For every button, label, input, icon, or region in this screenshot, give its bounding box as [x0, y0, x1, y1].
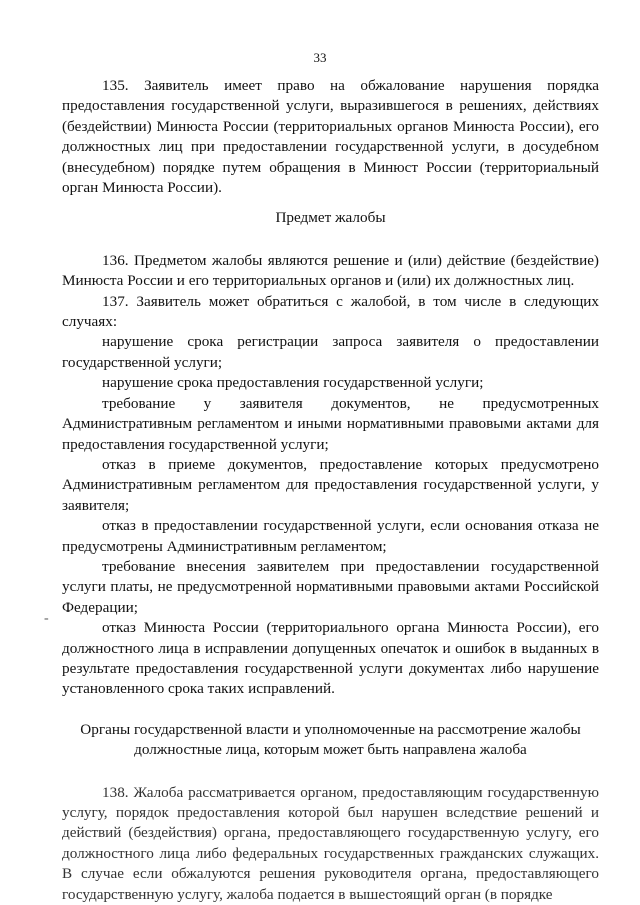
list-item: требование внесения заявителем при предоставлении государственной услуги платы, не предусмотренной нормативными правовыми актами Российской Федерации; — [62, 557, 599, 616]
section-heading-authorities — [62, 720, 599, 761]
margin-mark: - — [44, 611, 49, 626]
list-item: нарушение срока регистрации запроса заявителя о предоставлении государственной услуги; — [62, 333, 599, 371]
section-heading-line: должностные лица, которым может быть направлена жалоба — [134, 741, 527, 759]
section-heading-complaint-subject: Предмет жалобы — [275, 209, 386, 227]
list-item: отказ в предоставлении государственной услуги, если основания отказа не предусмотрены Административным регламентом; — [62, 517, 599, 555]
paragraph-138: 138. Жалоба рассматривается органом, предоставляющим государственную услугу, порядок предоставления которой был нарушен вследствие решений и действий (бездействия) органа, предоставляющего государственную услугу, его должностного лица либо федеральных государственных гражданских служащих. В случае если обжалуются решения руководителя органа, предоставляющего государственную услугу, жалоба подается в вышестоящий орган (в порядке — [62, 783, 599, 903]
paragraph-135: 135. Заявитель имеет право на обжалование нарушения порядка предоставления государственной услуги, выразившегося в решениях, действиях (бездействии) Минюста России (территориальных органов Минюста России), его должностных лиц при предоставлении государственной услуги, в досудебном (внесудебном) порядке путем обращения в Минюст России (территориальный орган Минюста России). — [62, 77, 599, 197]
list-item: требование у заявителя документов, не предусмотренных Административным регламентом и иными нормативными правовыми актами для предоставления государственной услуги; — [62, 394, 599, 453]
list-item: нарушение срока предоставления государственной услуги; — [102, 374, 484, 392]
paragraph-136: 136. Предметом жалобы являются решение и (или) действие (бездействие) Минюста России и его территориальных органов и (или) их должностных лиц. — [62, 251, 599, 290]
list-item: отказ в приеме документов, предоставление которых предусмотрено Административным регламентом для предоставления государственной услуги, у заявителя; — [62, 455, 599, 514]
paragraph-137: 137. Заявитель может обратиться с жалобой, в том числе в следующих случаях: — [62, 292, 599, 331]
section-heading-line: Органы государственной власти и уполномоченные на рассмотрение жалобы — [80, 720, 581, 738]
list-item: отказ Минюста России (территориального органа Минюста России), его должностного лица в исправлении допущенных опечаток и ошибок в выданных в результате предоставления государственной услуги документах либо нарушение установленного срока таких исправлений. — [62, 619, 599, 698]
document-body — [62, 76, 599, 905]
page-number: 33 — [313, 50, 327, 65]
